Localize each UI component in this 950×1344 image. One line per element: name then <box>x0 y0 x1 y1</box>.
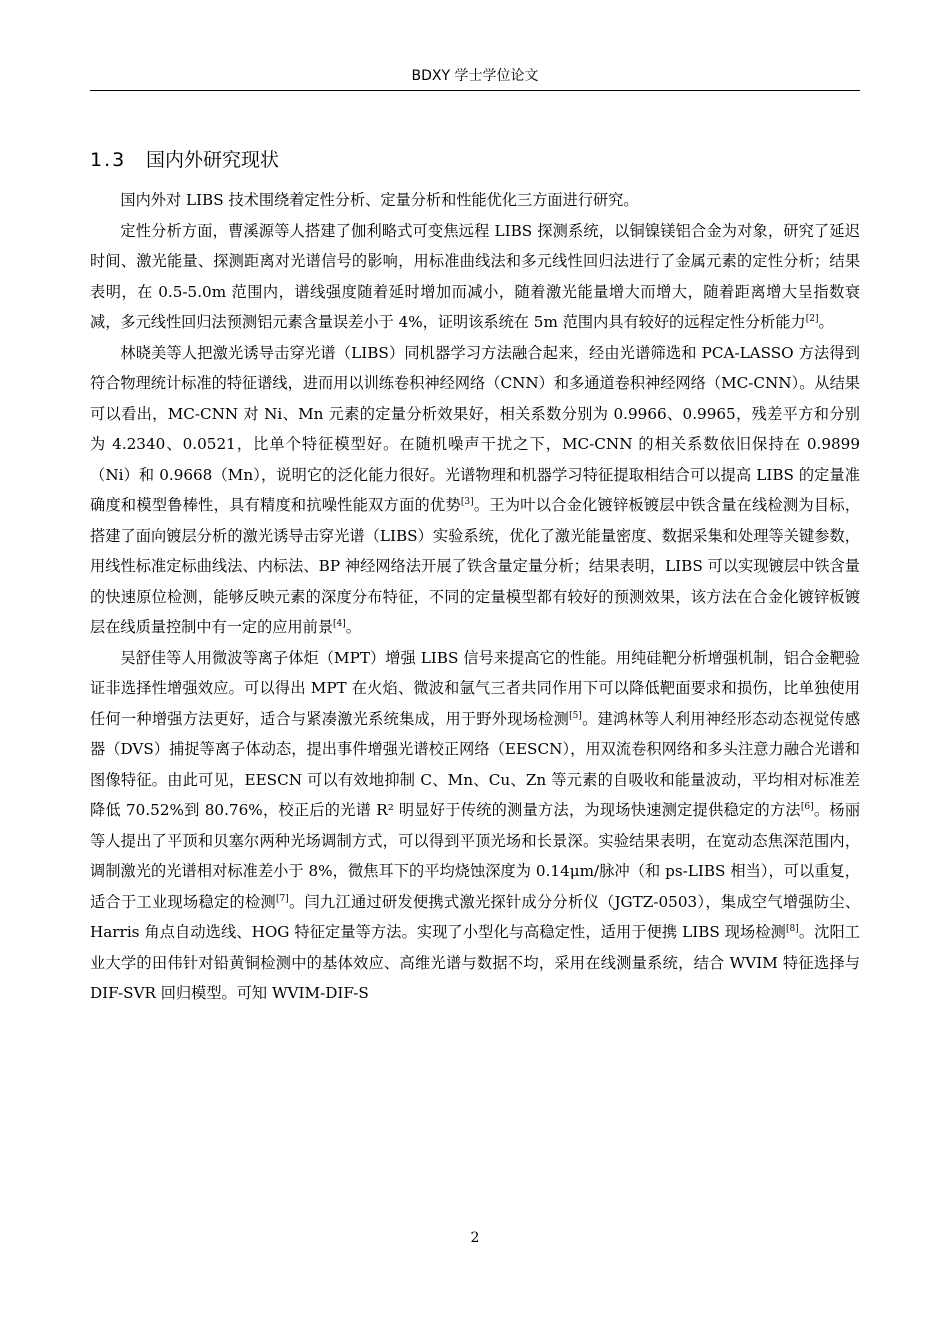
paragraph-text: 。沈阳工业大学的田伟针对铅黄铜检测中的基体效应、高维光谱与数据不均，采用在线测量系统，结合 WVIM 特征选择与 DIF-SVR 回归模型。可知 WVIM-DIF-S <box>90 923 860 1002</box>
body-text <box>90 185 860 1009</box>
paragraph <box>90 643 860 1009</box>
paragraph-text: 国内外对 LIBS 技术围绕着定性分析、定量分析和性能优化三方面进行研究。 <box>120 191 639 209</box>
section-number: 1.3 <box>90 149 127 171</box>
paragraph-text: 林晓美等人把激光诱导击穿光谱（LIBS）同机器学习方法融合起来，经由光谱筛选和 PCA-LASSO 方法得到符合物理统计标准的特征谱线，进而用以训练卷积神经网络（CNN）和多通道卷积神经网络（MC-CNN）。从结果可以看出，MC-CNN 对 Ni、Mn 元素的定量分析效果好，相关系数分别为 0.9966、0.9965，残差平方和分别为 4.2340、0.0521，比单个特征模型好。在随机噪声干扰之下，MC-CNN 的相关系数依旧保持在 0.9899（Ni）和 0.9668（Mn），说明它的泛化能力很好。光谱物理和机器学习特征提取相结合可以提高 LIBS 的定量准确度和模型鲁棒性，具有精度和抗噪性能双方面的优势 <box>90 343 860 514</box>
citation-ref: [7] <box>275 893 289 904</box>
paragraph <box>90 216 860 338</box>
section-title-text: 国内外研究现状 <box>146 149 280 171</box>
paragraph <box>90 185 860 216</box>
paragraph-text: 。 <box>345 618 361 636</box>
paragraph-text: 。王为叶以合金化镀锌板镀层中铁含量在线检测为目标，搭建了面向镀层分析的激光诱导击穿光谱（LIBS）实验系统，优化了激光能量密度、数据采集和处理等关键参数，用线性标准定标曲线法、内标法、BP 神经网络法开展了铁含量定量分析；结果表明，LIBS 可以实现镀层中铁含量的快速原位检测，能够反映元素的深度分布特征，不同的定量模型都有较好的预测效果，该方法在合金化镀锌板镀层在线质量控制中有一定的应用前景 <box>90 496 861 636</box>
paragraph-text: 。杨丽等人提出了平顶和贝塞尔两种光场调制方式，可以得到平顶光场和长景深。实验结果表明，在宽动态焦深范围内，调制激光的光谱相对标准差小于 8%，微焦耳下的平均烧蚀深度为 0.14μm/脉冲（和 ps-LIBS 相当），可以重复，适合于工业现场稳定的检测 <box>90 801 861 911</box>
citation-ref: [6] <box>800 801 814 812</box>
page-number: 2 <box>470 1230 480 1246</box>
paragraph-text: 。 <box>818 313 834 331</box>
header-rule <box>90 90 860 91</box>
citation-ref: [5] <box>569 710 582 721</box>
paragraph-text: 。建鸿林等人利用神经形态动态视觉传感器（DVS）捕捉等离子体动态，提出事件增强光谱校正网络（EESCN），用双流卷积网络和多头注意力融合光谱和图像特征。由此可见，EESCN 可以有效地抑制 C、Mn、Cu、Zn 等元素的自吸收和能量波动，平均相对标准差降低 70.52%到 80.76%，校正后的光谱 R² 明显好于传统的测量方法，为现场快速测定提供稳定的方法 <box>90 709 861 819</box>
paragraph <box>90 338 860 643</box>
paragraph-text: 吴舒佳等人用微波等离子体炬（MPT）增强 LIBS 信号来提高它的性能。用纯硅靶分析增强机制，铝合金靶验证非选择性增强效应。可以得出 MPT 在火焰、微波和氩气三者共同作用下可以降低靶面要求和损伤，比单独使用任何一种增强方法更好，适合与紧凑激光系统集成，用于野外现场检测 <box>90 648 860 728</box>
citation-ref: [2] <box>805 313 819 324</box>
citation-ref: [3] <box>460 496 474 507</box>
paragraph-text: 定性分析方面，曹溪源等人搭建了伽利略式可变焦远程 LIBS 探测系统，以铜镍镁铝合金为对象，研究了延迟时间、激光能量、探测距离对光谱信号的影响，用标准曲线法和多元线性回归法进行了金属元素的定性分析；结果表明，在 0.5-5.0m 范围内，谱线强度随着延时增加而减小，随着激光能量增大而增大，随着距离增大呈指数衰减，多元线性回归法预测铝元素含量误差小于 4%，证明该系统在 5m 范围内具有较好的远程定性分析能力 <box>90 221 860 331</box>
section-heading <box>90 146 860 174</box>
citation-ref: [4] <box>333 618 346 629</box>
page-header: BDXY 学士学位论文 <box>411 68 539 84</box>
paragraph-text: 。闫九江通过研发便携式激光探针成分分析仪（JGTZ-0503），集成空气增强防尘、Harris 角点自动选线、HOG 特征定量等方法。实现了小型化与高稳定性，适用于便携 LIBS 现场检测 <box>90 892 861 941</box>
citation-ref: [8] <box>786 923 799 934</box>
